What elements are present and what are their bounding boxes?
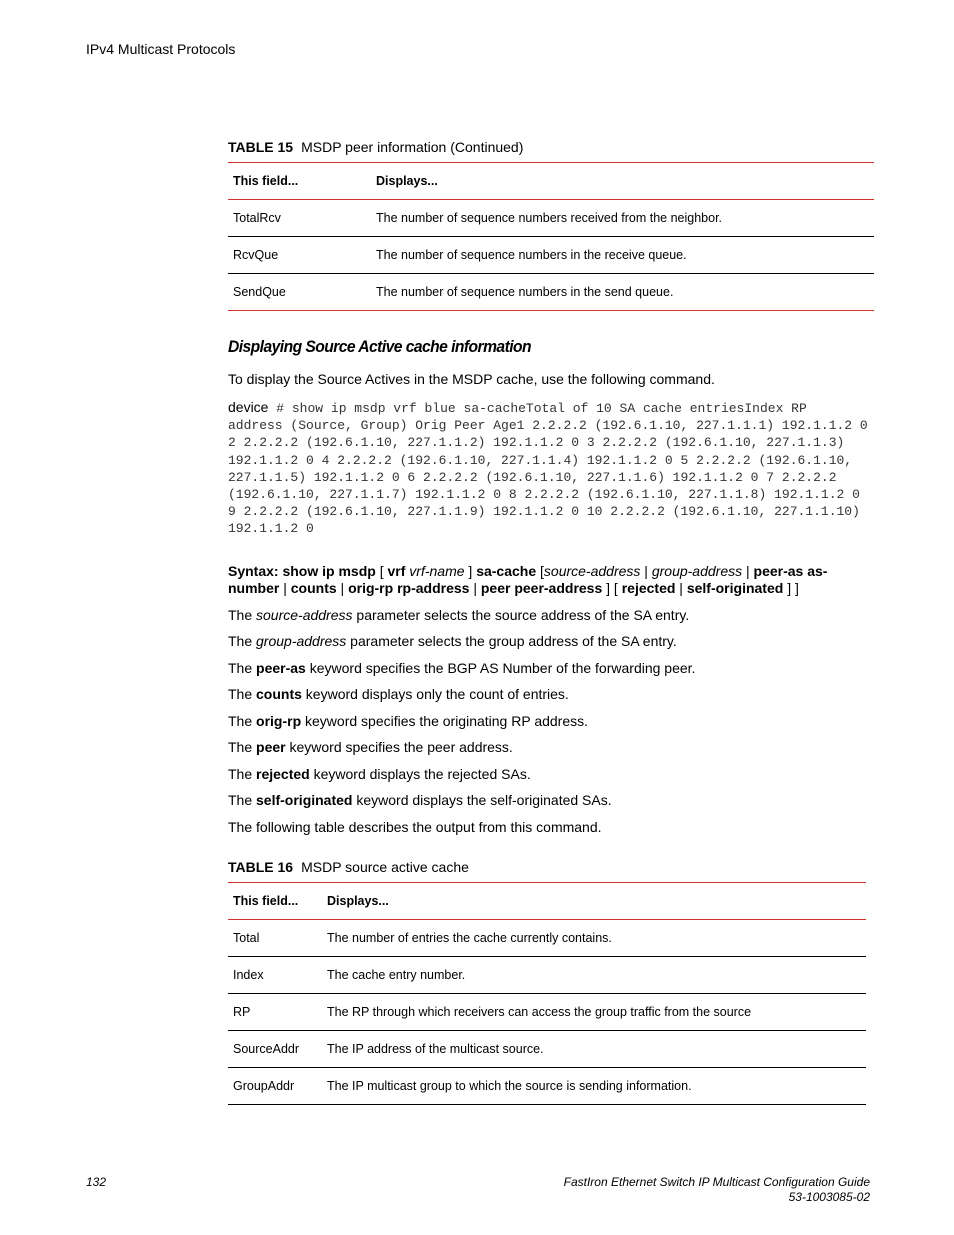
param-term: group-address: [256, 633, 347, 649]
param-term: peer: [256, 739, 286, 755]
table-row: [228, 237, 874, 274]
table-row: [228, 1031, 866, 1068]
param-description: The group-address parameter selects the group address of the SA entry.: [228, 633, 677, 649]
param-term: peer-as: [256, 660, 306, 676]
description-cell: The cache entry number.: [327, 968, 466, 982]
table-row: [228, 1068, 866, 1105]
column-header-field: This field...: [233, 894, 299, 908]
document-number: 53-1003085-02: [788, 1190, 870, 1204]
field-cell: SourceAddr: [233, 1042, 300, 1056]
table-row: [228, 274, 874, 311]
description-cell: The number of sequence numbers in the receive queue.: [376, 248, 687, 262]
section-title: Displaying Source Active cache information: [228, 337, 532, 356]
table15: [228, 162, 874, 311]
param-term: self-originated: [256, 792, 353, 808]
command-example: [228, 399, 868, 538]
table-row: [228, 957, 866, 994]
table16: [228, 882, 866, 1105]
syntax-statement: Syntax: show ip msdp [ vrf vrf-name ] sa-cache [source-address | group-address | peer-as as-number | counts | orig-rp rp-address | peer peer-address ] [ rejected | self-originated ] ]: [228, 563, 828, 596]
description-cell: The RP through which receivers can access the group traffic from the source: [327, 1005, 752, 1019]
field-cell: TotalRcv: [233, 211, 281, 225]
table-row: [228, 920, 866, 957]
table16-label: TABLE 16: [228, 859, 294, 875]
table-row: [228, 994, 866, 1031]
command-output: # show ip msdp vrf blue sa-cacheTotal of 10 SA cache entriesIndex RP address (Source, Group) Orig Peer Age1 2.2.2.2 (192.6.1.10, 227.1.1.1) 192.1.1.2 0 2 2.2.2.2 (192.6.1.10, 227.1.1.2) 192.1.1.2 0 3 2.2.2.2 (192.6.1.10, 227.1.1.3) 192.1.1.2 0 4 2.2.2.2 (192.6.1.10, 227.1.1.4) 192.1.1.2 0 5 2.2.2.2 (192.6.1.10, 227.1.1.5) 192.1.1.2 0 6 2.2.2.2 (192.6.1.10, 227.1.1.6) 192.1.1.2 0 7 2.2.2.2 (192.6.1.10, 227.1.1.7) 192.1.1.2 0 8 2.2.2.2 (192.6.1.10, 227.1.1.8) 192.1.1.2 0 9 2.2.2.2 (192.6.1.10, 227.1.1.9) 192.1.1.2 0 10 2.2.2.2 (192.6.1.10, 227.1.1.10) 192.1.1.2 0: [228, 401, 868, 537]
table16-title: MSDP source active cache: [301, 859, 469, 875]
column-header-displays: Displays...: [327, 894, 389, 908]
param-description: The peer keyword specifies the peer address.: [228, 739, 513, 755]
param-description: The self-originated keyword displays the self-originated SAs.: [228, 792, 612, 808]
description-cell: The number of sequence numbers in the send queue.: [376, 285, 674, 299]
param-term: rejected: [256, 766, 310, 782]
table-header-row: [228, 883, 866, 920]
description-cell: The number of sequence numbers received from the neighbor.: [376, 211, 723, 225]
field-cell: SendQue: [233, 285, 286, 299]
table15-caption: [228, 139, 523, 155]
table15-label: TABLE 15: [228, 139, 294, 155]
param-term: source-address: [256, 607, 353, 623]
column-header-displays: Displays...: [376, 174, 438, 188]
param-description: The source-address parameter selects the source address of the SA entry.: [228, 607, 690, 623]
table15-title: MSDP peer information (Continued): [301, 139, 524, 155]
page-number: 132: [86, 1175, 107, 1189]
param-description: The peer-as keyword specifies the BGP AS Number of the forwarding peer.: [228, 660, 696, 676]
description-cell: The IP multicast group to which the source is sending information.: [327, 1079, 692, 1093]
table-header-row: [228, 163, 874, 200]
column-header-field: This field...: [233, 174, 299, 188]
running-header: IPv4 Multicast Protocols: [86, 41, 236, 57]
command-prompt: device: [228, 399, 269, 415]
guide-title: FastIron Ethernet Switch IP Multicast Configuration Guide: [563, 1175, 870, 1189]
field-cell: Index: [233, 968, 264, 982]
section-intro: To display the Source Actives in the MSDP cache, use the following command.: [228, 371, 715, 387]
param-description: The rejected keyword displays the rejected SAs.: [228, 766, 531, 782]
description-cell: The number of entries the cache currently contains.: [327, 931, 612, 945]
param-description: The counts keyword displays only the count of entries.: [228, 686, 569, 702]
table16-caption: [228, 859, 469, 875]
table-row: [228, 200, 874, 237]
param-description: The orig-rp keyword specifies the originating RP address.: [228, 713, 589, 729]
field-cell: RP: [233, 1005, 251, 1019]
table-intro: The following table describes the output from this command.: [228, 819, 602, 835]
description-cell: The IP address of the multicast source.: [327, 1042, 544, 1056]
field-cell: GroupAddr: [233, 1079, 295, 1093]
param-term: counts: [256, 686, 302, 702]
footer-doc-info: [564, 1175, 870, 1205]
field-cell: Total: [233, 931, 260, 945]
field-cell: RcvQue: [233, 248, 279, 262]
param-term: orig-rp: [256, 713, 302, 729]
